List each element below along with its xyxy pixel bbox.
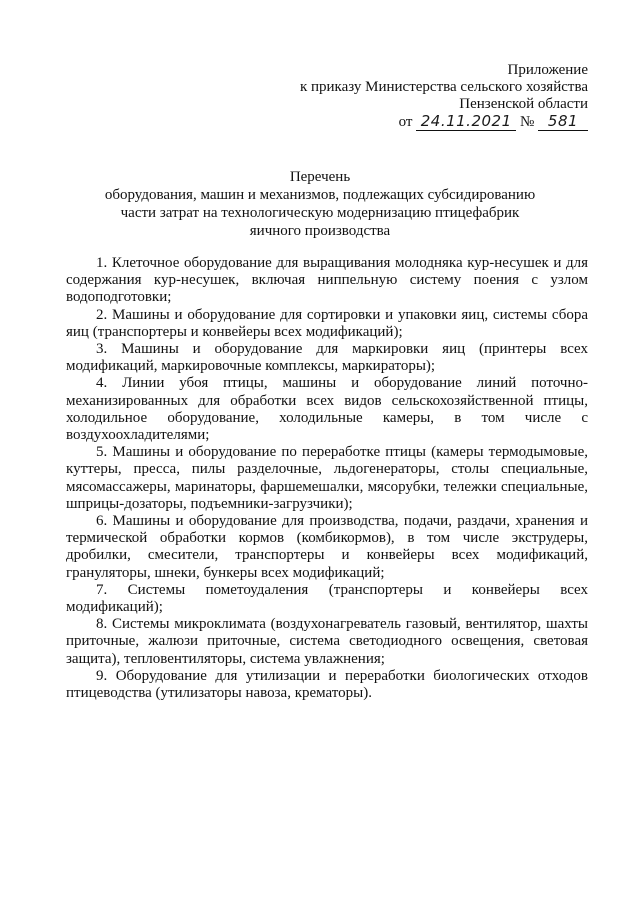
number-label: № [519,114,535,130]
order-reference: к приказу Министерства сельского хозяйства [299,79,588,95]
title-line-4: яичного производства [249,223,391,239]
document-title [0,168,640,240]
equipment-list [66,255,588,702]
appendix-header [208,62,588,131]
list-item: 3. Машины и оборудование для маркировки яиц (принтеры всех модификаций, маркировочные комплексы, маркираторы); [66,341,588,375]
region-name: Пензенской области [459,96,588,112]
order-date-number-line [208,113,588,131]
list-item: 5. Машины и оборудование по переработке птицы (камеры термодымовые, куттеры, пресса, пилы разделочные, льдогенераторы, столы специальные, мясомассажеры, маринаторы, фаршемешалки, мясорубки, тележки специальные, шприцы-дозаторы, подъемники-загрузчики); [66,444,588,512]
appendix-label: Приложение [507,62,588,78]
list-item: 7. Системы пометоудаления (транспортеры и конвейеры всех модификаций); [66,581,588,616]
list-item: 8. Системы микроклимата (воздухонагреватель газовый, вентилятор, шахты приточные, жалюзи приточные, система светодиодного освещения, световая защита), тепловентиляторы, система увлажнения; [66,616,588,667]
list-item: 4. Линии убоя птицы, машины и оборудование линий поточно-механизированных для обработки всех видов сельскохозяйственной птицы, холодильное оборудование, холодильные камеры, в том числе с воздухоохладителями; [66,375,588,444]
list-item: 2. Машины и оборудование для сортировки и упаковки яиц, системы сбора яиц (транспортеры и конвейеры всех модификаций); [66,306,588,340]
title-line-1: Перечень [289,169,351,185]
list-item: 9. Оборудование для утилизации и переработки биологических отходов птицеводства (утилизаторы навоза, крематоры). [66,667,588,702]
title-line-3: части затрат на технологическую модернизацию птицефабрик [120,205,520,221]
list-item: 1. Клеточное оборудование для выращивания молодняка кур-несушек и для содержания кур-несушек, включая ниппельную систему поения с узлом водоподготовки; [66,255,588,306]
handwritten-number: 581 [538,113,588,131]
list-item: 6. Машины и оборудование для производства, подачи, раздачи, хранения и термической обработки кормов (комбикормов), в том числе экструдеры, дробилки, смесители, транспортеры и конвейеры всех модификаций, грануляторы, шнеки, бункеры всех модификаций; [66,513,588,581]
title-line-2: оборудования, машин и механизмов, подлежащих субсидированию [104,187,536,203]
handwritten-date: 24.11.2021 [416,113,516,131]
from-label: от [398,114,413,130]
